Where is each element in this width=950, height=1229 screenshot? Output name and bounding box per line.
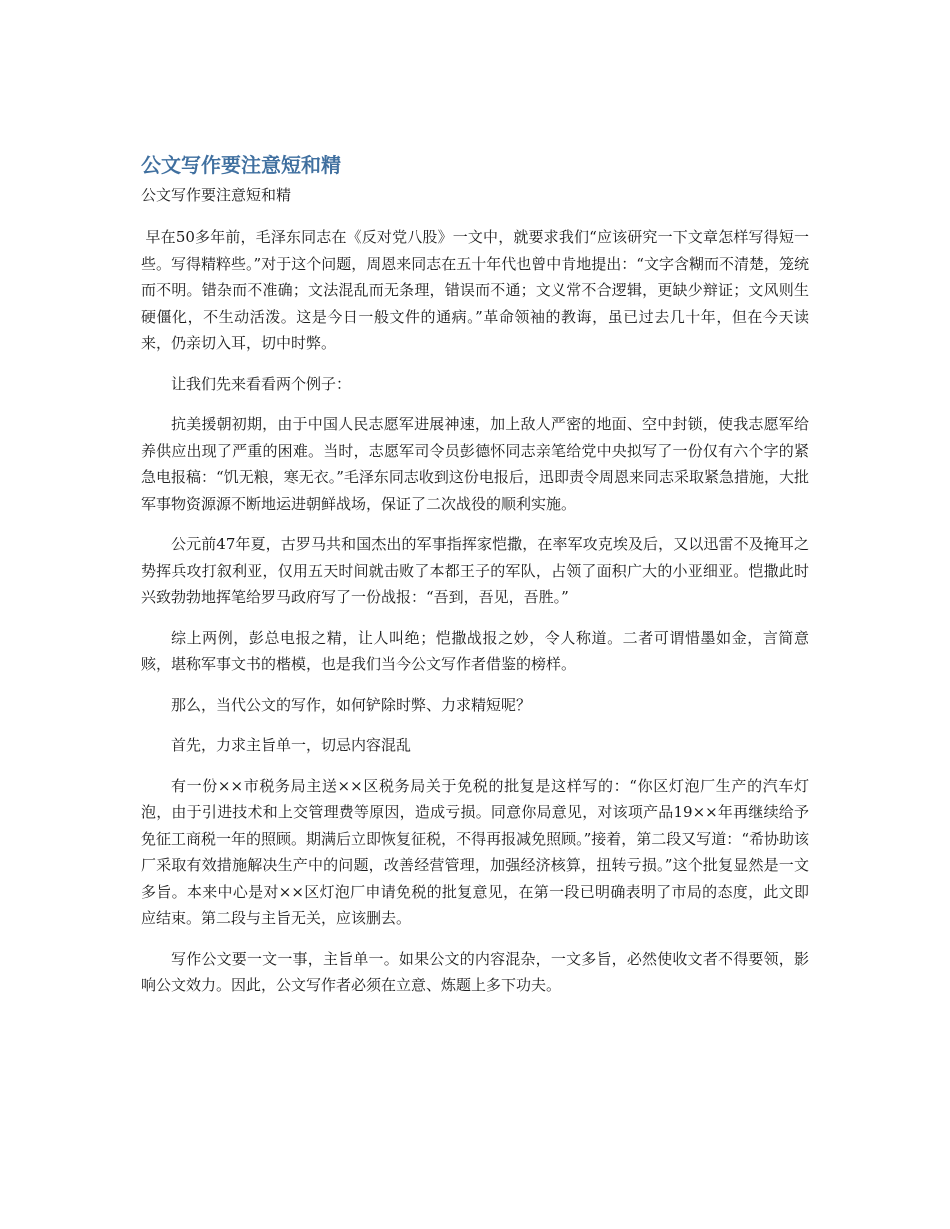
document-title: 公文写作要注意短和精: [141, 153, 341, 177]
paragraph-7: 首先，力求主旨单一，切忌内容混乱: [171, 736, 412, 754]
paragraph-3: 抗美援朝初期，由于中国人民志愿军进展神速，加上敌人严密的地面、空中封锁，使我志愿军给养供应出现了严重的困难。当时，志愿军司令员彭德怀同志亲笔给党中央拟写了一份仅有六个字的紧急电报稿：“饥无粮，寒无衣。”毛泽东同志收到这份电报后，迅即责令周恩来同志采取紧急措施，大批军事物资源源不断地运进朝鲜战场，保证了二次战役的顺利实施。: [141, 415, 809, 513]
document-page: [141, 148, 809, 1013]
paragraph-2: 让我们先来看看两个例子：: [171, 374, 352, 393]
paragraph-6: 那么，当代公文的写作，如何铲除时弊、力求精短呢？: [171, 695, 532, 714]
paragraph-8: 有一份××市税务局主送××区税务局关于免税的批复是这样写的：“你区灯泡厂生产的汽车灯泡，由于引进技术和上交管理费等原因，造成亏损。同意你局意见，对该项产品19××年再继续给予免征工商税一年的照顾。期满后立即恢复征税，不得再报减免照顾。”接着，第二段又写道：“希协助该厂采取有效措施解决生产中的问题，改善经营管理，加强经济核算，扭转亏损。”这个批复显然是一文多旨。本来中心是对××区灯泡厂申请免税的批复意见，在第一段已明确表明了市局的态度，此文即应结束。第二段与主旨无关，应该删去。: [141, 776, 809, 927]
document-subtitle: 公文写作要注意短和精: [141, 186, 292, 204]
paragraph-1: 早在50多年前，毛泽东同志在《反对党八股》一文中，就要求我们“应该研究一下文章怎样写得短一些。写得精粹些。”对于这个问题，周恩来同志在五十年代也曾中肯地提出：“文字含糊而不清楚，笼统而不明。错杂而不准确；文法混乱而无条理，错误而不通；文义常不合逻辑，更缺少辩证；文风则生硬僵化，不生动活泼。这是今日一般文件的通病。”革命领袖的教诲，虽已过去几十年，但在今天读来，仍亲切入耳，切中时弊。: [141, 228, 809, 352]
paragraph-9: 写作公文要一文一事，主旨单一。如果公文的内容混杂，一文多旨，必然使收文者不得要领，影响公文效力。因此，公文写作者必须在立意、炼题上多下功夫。: [141, 949, 809, 994]
paragraph-5: 综上两例，彭总电报之精，让人叫绝；恺撒战报之妙，令人称道。二者可谓惜墨如金，言简意赅，堪称军事文书的楷模，也是我们当今公文写作者借鉴的榜样。: [141, 628, 809, 673]
paragraph-4: 公元前47年夏，古罗马共和国杰出的军事指挥家恺撒，在率军攻克埃及后，又以迅雷不及掩耳之势挥兵攻打叙利亚，仅用五天时间就击败了本都王子的军队，占领了面积广大的小亚细亚。恺撒此时兴致勃勃地挥笔给罗马政府写了一份战报：“吾到，吾见，吾胜。”: [141, 535, 809, 606]
